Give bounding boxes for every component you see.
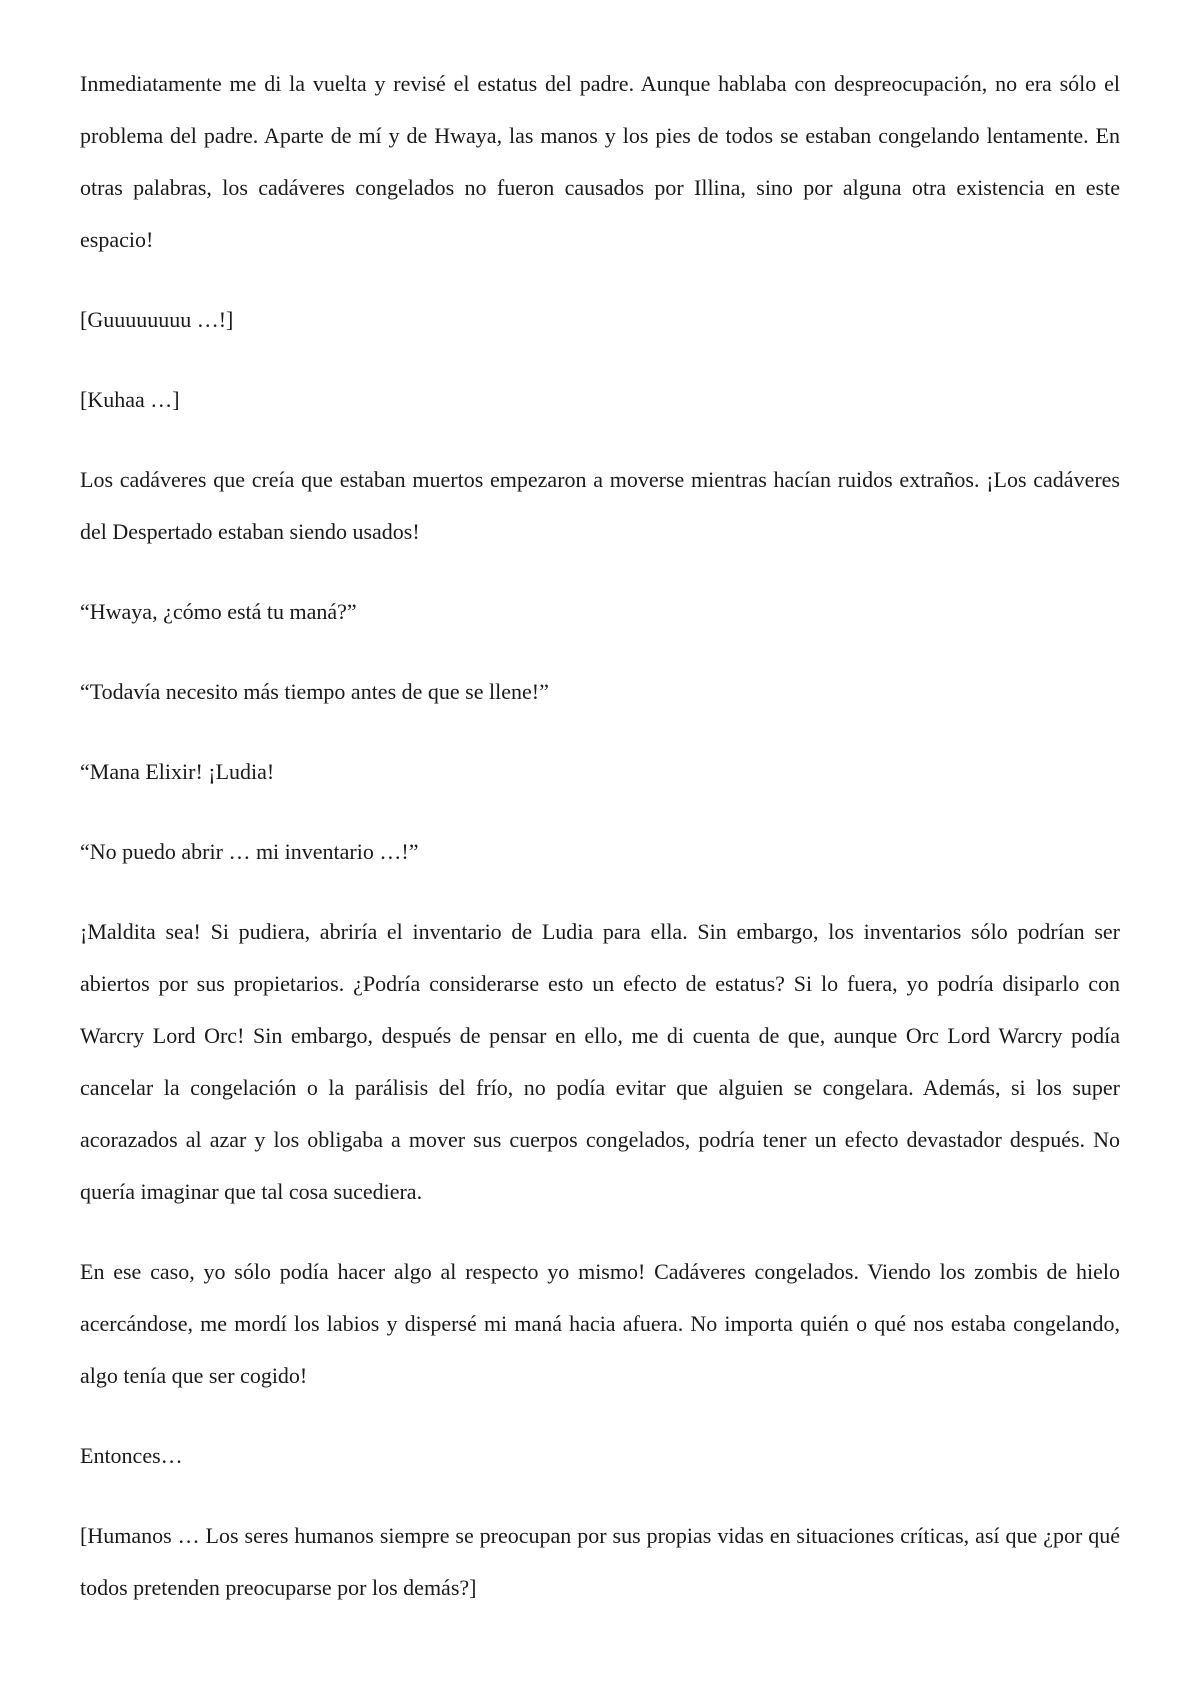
paragraph-11: Entonces… (80, 1443, 183, 1468)
paragraph-8: “No puedo abrir … mi inventario …!” (80, 839, 419, 864)
document-page (80, 58, 1120, 1614)
paragraph-12: [Humanos … Los seres humanos siempre se preocupan por sus propias vidas en situaciones críticas, así que ¿por qué todos pretenden preocuparse por los demás?] (80, 1523, 1120, 1600)
paragraph-2: [Guuuuuuuu …!] (80, 307, 234, 332)
paragraph-10: En ese caso, yo sólo podía hacer algo al respecto yo mismo! Cadáveres congelados. Viendo los zombis de hielo acercándose, me mordí los labios y dispersé mi maná hacia afuera. No importa quién o qué nos estaba congelando, algo tenía que ser cogido! (80, 1259, 1120, 1388)
paragraph-4: Los cadáveres que creía que estaban muertos empezaron a moverse mientras hacían ruidos extraños. ¡Los cadáveres del Despertado estaban siendo usados! (80, 467, 1120, 544)
paragraph-9: ¡Maldita sea! Si pudiera, abriría el inventario de Ludia para ella. Sin embargo, los inventarios sólo podrían ser abiertos por sus propietarios. ¿Podría considerarse esto un efecto de estatus? Si lo fuera, yo podría disiparlo con Warcry Lord Orc! Sin embargo, después de pensar en ello, me di cuenta de que, aunque Orc Lord Warcry podía cancelar la congelación o la parálisis del frío, no podía evitar que alguien se congelara. Además, si los super acorazados al azar y los obligaba a mover sus cuerpos congelados, podría tener un efecto devastador después. No quería imaginar que tal cosa sucediera. (80, 919, 1120, 1204)
paragraph-5: “Hwaya, ¿cómo está tu maná?” (80, 599, 357, 624)
paragraph-1: Inmediatamente me di la vuelta y revisé el estatus del padre. Aunque hablaba con despreocupación, no era sólo el problema del padre. Aparte de mí y de Hwaya, las manos y los pies de todos se estaban congelando lentamente. En otras palabras, los cadáveres congelados no fueron causados por Illina, sino por alguna otra existencia en este espacio! (80, 71, 1120, 252)
paragraph-7: “Mana Elixir! ¡Ludia! (80, 759, 275, 784)
paragraph-3: [Kuhaa …] (80, 387, 180, 412)
paragraph-6: “Todavía necesito más tiempo antes de que se llene!” (80, 679, 549, 704)
